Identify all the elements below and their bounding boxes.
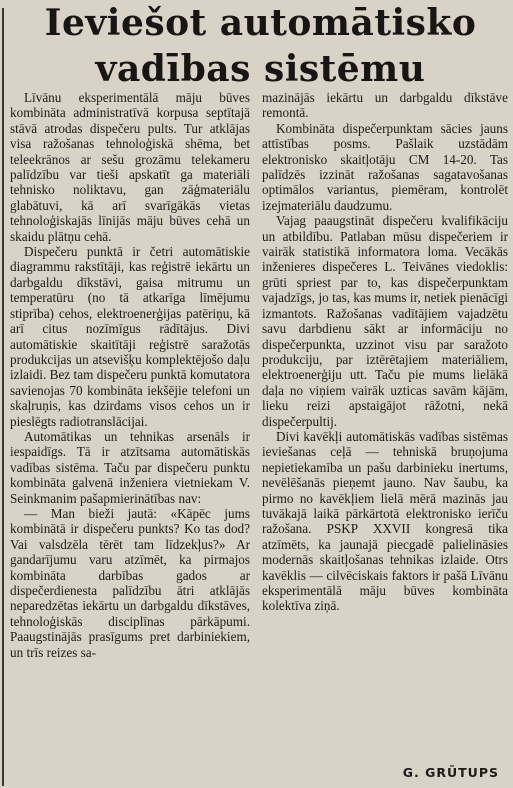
paragraph-continued: mazinājās iekārtu un darbgaldu dīkstāve remontā. [262, 90, 508, 121]
article-column-left [10, 90, 250, 660]
paragraph: Divi kavēkļi automātiskās vadības sistēmas ieviešanas ceļā — tehniskā bruņojuma nepietiekamība un pašu darbinieku inertums, nevēlēšanās pieņemt jauno. Nav šaubu, ka pirmo no kavēkļiem lielā mērā mazinās jau tuvākajā laikā pārkārtotā elektronisko ierīču ražošana. PSKP XXVII kongresā tika atzīmēts, ka jaunajā piecgadē palielināsies modernās skaitļošanas tehnikas izlaide. Otrs kavēklis — cilvēciskais faktors ir pašā Līvānu eksperimentālā māju būves kombināta kolektīva ziņā. [262, 428, 508, 614]
paragraph: Vajag paaugstināt dispečeru kvalifikāciju un atbildību. Patlaban mūsu dispečeriem ir vairāk statistikā informatora loma. Vecākās inženieres dispečeres L. Teivānes viedoklis: grūti spriest par to, kas dispečerpunktam vajadzīgs, jo tas, kas mums ir, netiek pienācīgi izmantots. Ražošanas vadītājiem vajadzētu savu darbdienu sākt ar informāciju no dispečerpunkta, uzzinot visu par saražoto produkciju, par iztērētajiem materiāliem, elektroenerģiju utt. Taču pie mums lielākā daļa no viņiem vairāk uzticas savām kājām, lieku reizi apstaigājot rāžotni, nekā dispečerpultij. [262, 213, 508, 429]
headline-line-1: Ieviešot automātisko [44, 2, 477, 44]
headline-line-2: vadības sistēmu [95, 48, 426, 90]
column-divider-rule [2, 8, 4, 786]
paragraph: Dispečeru punktā ir četri automātiskie diagrammu rakstītāji, kas reģistrē iekārtu un darbgaldu dīkstāvi, gaisa mitrumu un temperatūru (no tā atkarīga līmējumu stiprība) cehos, elektroenerģijas patēriņu, kā arī citus nozīmīgus rādītājus. Divi automātiskie skaitītāji reģistrē saražotās produkcijas un atsevišķu komplektējošo daļu izlaidi. Bez tam dispečeru punktā komutatora savienojas 70 kombināta iekšējie telefoni un skaļruņis, kas dzirdams visos cehos un ir pieslēgts radiotranslācijai. [10, 244, 250, 429]
paragraph: Līvānu eksperimentālā māju būves kombināta administratīvā korpusa septītajā stāvā atrodas dispečeru pults. Tur atklājas visa ražošanas tehnoloģiskā shēma, bet teleekrānos ar sešu grozāmu telekameru palīdzību var tieši apskatīt ga materiāli tehnisko noliktavu, gan zāģmateriālu glabātuvi, kā arī svarīgākās vietas tehnoloģiskajās līnijās māju būves cehā un skaidu plātņu cehā. [10, 90, 250, 244]
paragraph: Kombināta dispečerpunktam sācies jauns attīstības posms. Pašlaik uzstādām elektronisko skaitļotāju CM 14-20. Tas palīdzēs izzināt ražošanas sagatavošanas optimālos variantus, piemēram, kontrolēt izejmateriālu daudzumu. [262, 120, 508, 213]
paragraph: — Man bieži jautā: «Kāpēc jums kombinātā ir dispečeru punkts? Ko tas dod? Vai valsdzēla tērēt tam līdzekļus?» Ar gandarījumu varu atzīmēt, ka pirmajos kombināta darbības gados ar dispečerdienesta palīdzību ātri atklājās neparedzētas iekārtu un darbgaldu dīkstāves, tehnoloģiskās disciplīnas pārkāpumi. Paaugstinājās prasīgums pret darbiniekiem, un trīs reizes sa- [10, 505, 250, 660]
article-column-right [262, 90, 508, 614]
article-headline [8, 0, 513, 92]
paragraph: Automātikas un tehnikas arsenāls ir iespaidīgs. Tā ir atzītsama automātiskās vadības sistēma. Taču par dispečeru punktu kombināta galvenā inženiera vietniekam V. Seinkmanim pašapmierinātības nav: [10, 428, 250, 506]
author-byline: G. GRŪTUPS [402, 765, 499, 780]
